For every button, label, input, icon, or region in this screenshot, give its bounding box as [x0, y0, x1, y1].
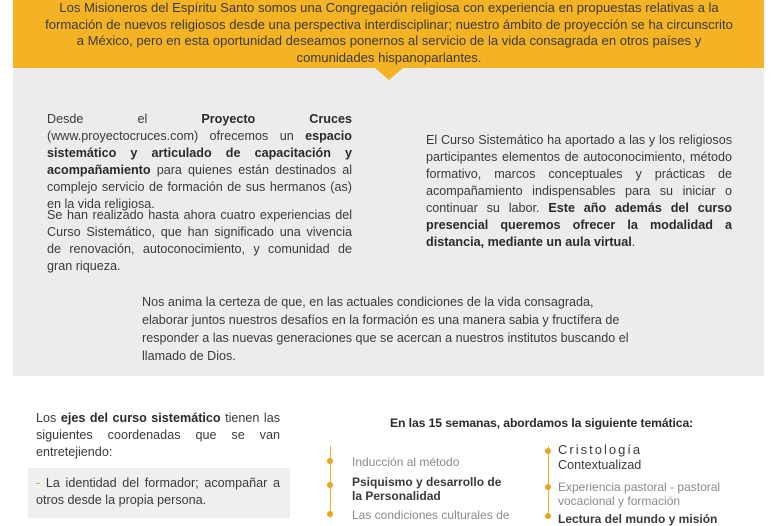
curso-aporte-paragraph: El Curso Sistemático ha aportado a las y los religiosos participantes elementos de autoconocimiento, método formativo, marcos conceptuales y prácticas de acompañamiento indispensables para su iniciar o continuar su labor. Este año además del curso presencial queremos ofrecer la modalidad a distancia, mediante un aula virtual.: [426, 133, 732, 249]
banner-notch: [375, 68, 403, 80]
intro-text: Los Misioneros del Espíritu Santo somos una Congregación religiosa con experiencia en propuestas relativas a la formación de nuevos religiosos desde una perspectiva interdisciplinar; nuestro ámbito de proyección se ha circunscrito a México, pero en esta oportunidad deseamos ponernos al servicio de la vida consagrada en otros países y comunidades hispanoparlantes.: [45, 0, 733, 65]
tema-induccion: Inducción al método: [352, 455, 460, 469]
certeza-paragraph: Nos anima la certeza de que, en las actuales condiciones de la vida consagrada, elaborar juntos nuestros desafíos en la formación es una manera sabia y fructífera de responder a las nuevas generaciones que se acercan a nuestros institutos buscando el llamado de Dios.: [142, 295, 629, 363]
tema-contextualizad: Contextualizad: [558, 458, 642, 472]
timeline-right-line: [548, 446, 549, 518]
proyecto-cruces-paragraph: Desde el Proyecto Cruces (www.proyectocruces.com) ofrecemos un espacio sistemático y articulado de capacitación y acompañamiento para quienes están destinados al complejo servicio de formación de sus hermanos (as) en la vida religiosa.: [47, 112, 352, 211]
ejes-paragraph: Los ejes del curso sistemático tienen las siguientes coordenadas que se van entretejiendo:: [36, 411, 280, 459]
experiencias-paragraph: Se han realizado hasta ahora cuatro experiencias del Curso Sistemático, que han significado una vivencia de renovación, autoconocimiento, y comunidad de gran riqueza.: [47, 208, 352, 273]
tema-psiquismo: Psiquismo y desarrollo de la Personalidad: [352, 475, 502, 503]
tema-cristologia: Cristología: [558, 442, 643, 457]
timeline-dot: [545, 448, 551, 454]
timeline-dot: [327, 511, 333, 517]
identidad-item: - La identidad del formador; acompañar a otros desde la propia persona.: [36, 476, 280, 507]
tema-experiencia: Experiencia pastoral - pastoral vocacional y formación: [558, 480, 721, 508]
timeline-dot: [327, 458, 333, 464]
timeline-dot: [545, 484, 551, 490]
tema-lectura: Lectura del mundo y misión: [558, 512, 718, 526]
timeline-dot: [545, 513, 551, 519]
timeline-dot: [327, 482, 333, 488]
tema-condiciones: Las condiciones culturales de: [352, 508, 510, 522]
semanas-title: En las 15 semanas, abordamos la siguiente temática:: [390, 416, 694, 430]
